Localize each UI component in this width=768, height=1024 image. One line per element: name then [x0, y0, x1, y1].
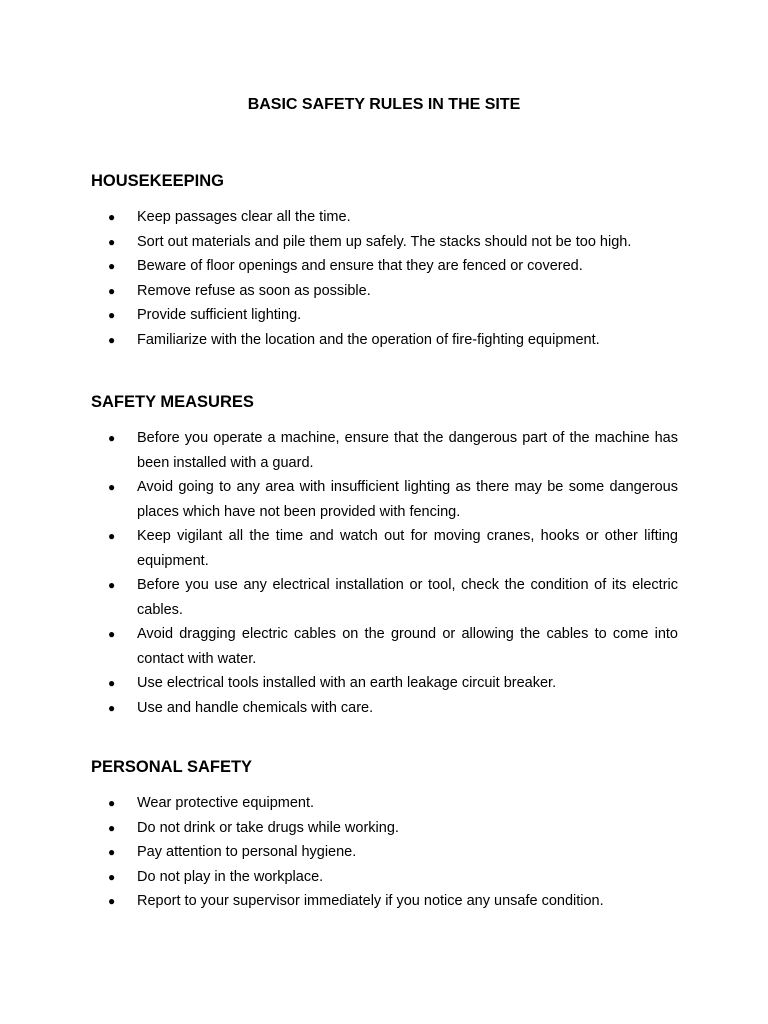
list-item	[108, 303, 678, 328]
bullet-icon: ●	[108, 820, 116, 835]
list-item-text: Use electrical tools installed with an earth leakage circuit breaker.	[137, 675, 557, 691]
list-item	[108, 279, 678, 304]
list-item-text: Do not play in the workplace.	[137, 868, 324, 885]
bullet-icon: ●	[108, 210, 116, 224]
list-item	[108, 816, 678, 841]
bullet-icon: ●	[108, 796, 116, 810]
bullet-icon: ●	[108, 431, 116, 445]
personal-safety-list	[108, 791, 678, 914]
list-item	[108, 840, 678, 865]
bullet-icon: ●	[108, 845, 116, 859]
bullet-icon: ●	[108, 480, 116, 494]
list-item-text: Report to your supervisor immediately if you notice any unsafe condition.	[137, 893, 604, 909]
bullet-icon: ●	[108, 676, 116, 690]
bullet-icon: ●	[108, 869, 116, 884]
bullet-icon: ●	[108, 627, 116, 641]
list-item-text: Before you operate a machine, ensure that the dangerous part of the machine has been installed with a guard.	[137, 430, 678, 471]
bullet-icon: ●	[108, 578, 116, 592]
list-item	[108, 865, 678, 890]
list-item	[108, 230, 678, 255]
list-item-text: Do not drink or take drugs while working.	[137, 819, 399, 836]
list-item-text: Familiarize with the location and the operation of fire-fighting equipment.	[137, 331, 600, 348]
list-item-text: Before you use any electrical installation or tool, check the condition of its electric cables.	[137, 577, 678, 618]
list-item	[108, 205, 678, 230]
document-title: BASIC SAFETY RULES IN THE SITE	[247, 96, 521, 113]
list-item	[108, 573, 678, 622]
list-item	[108, 475, 678, 524]
section-heading-housekeeping: HOUSEKEEPING	[91, 172, 224, 190]
bullet-icon: ●	[108, 308, 116, 322]
list-item	[108, 889, 678, 914]
list-item-text: Provide sufficient lighting.	[137, 307, 302, 323]
list-item	[108, 524, 678, 573]
bullet-icon: ●	[108, 259, 116, 273]
section-heading-safety-measures: SAFETY MEASURES	[91, 393, 254, 411]
safety-measures-list	[108, 426, 678, 720]
bullet-icon: ●	[108, 700, 116, 715]
housekeeping-list	[108, 205, 678, 352]
list-item-text: Keep passages clear all the time.	[137, 209, 351, 225]
bullet-icon: ●	[108, 529, 116, 543]
list-item	[108, 671, 678, 696]
list-item-text: Remove refuse as soon as possible.	[137, 282, 371, 299]
list-item	[108, 696, 678, 721]
list-item-text: Beware of floor openings and ensure that they are fenced or covered.	[137, 258, 583, 274]
list-item-text: Use and handle chemicals with care.	[137, 699, 374, 716]
list-item-text: Avoid dragging electric cables on the ground or allowing the cables to come into contact with water.	[137, 626, 678, 667]
list-item	[108, 791, 678, 816]
list-item-text: Sort out materials and pile them up safely. The stacks should not be too high.	[137, 233, 632, 250]
bullet-icon: ●	[108, 283, 116, 298]
list-item	[108, 622, 678, 671]
bullet-icon: ●	[108, 332, 116, 347]
bullet-icon: ●	[108, 894, 116, 908]
list-item-text: Avoid going to any area with insufficient lighting as there may be some dangerous places which have not been provided with fencing.	[137, 479, 678, 520]
list-item	[108, 254, 678, 279]
list-item	[108, 426, 678, 475]
list-item-text: Wear protective equipment.	[137, 795, 315, 811]
bullet-icon: ●	[108, 234, 116, 249]
list-item-text: Pay attention to personal hygiene.	[137, 844, 357, 860]
list-item	[108, 328, 678, 353]
list-item-text: Keep vigilant all the time and watch out for moving cranes, hooks or other lifting equipment.	[137, 528, 678, 569]
section-heading-personal-safety: PERSONAL SAFETY	[91, 758, 253, 776]
